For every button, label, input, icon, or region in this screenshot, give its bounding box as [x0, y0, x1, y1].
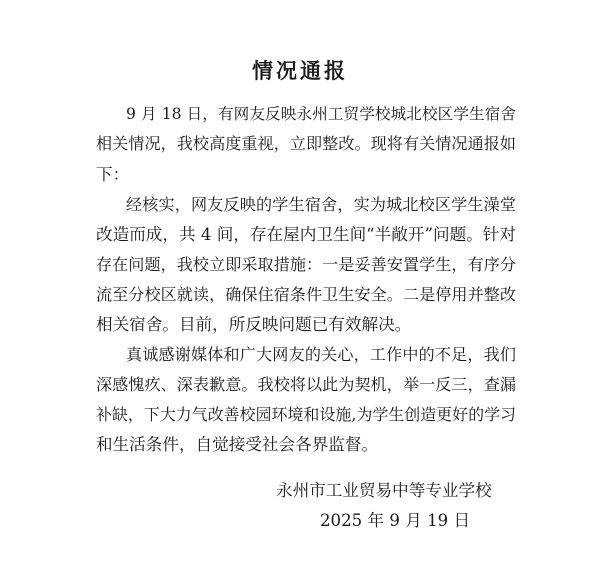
paragraph-1-line-1: 9 月 18 日，有网友反映永州工贸学校城北校区学生宿舍	[126, 105, 516, 123]
paragraph-3-line-3: 补缺，下大力气改善校园环境和设施,为学生创造更好的学习	[96, 405, 516, 424]
paragraph-3-line-2: 深感愧疚、深表歉意。我校将以此为契机，举一反三，查漏	[96, 375, 516, 394]
paragraph-2-line-4: 流至分校区就读，确保住宿条件卫生安全。二是停用并整改	[96, 285, 516, 304]
paragraph-3-line-1: 真诚感谢媒体和广大网友的关心，工作中的不足，我们	[126, 345, 516, 364]
paragraph-3-line-4: 和生活条件，自觉接受社会各界监督。	[96, 435, 379, 454]
paragraph-2-line-5: 相关宿舍。目前，所反映问题已有效解决。	[96, 315, 412, 334]
paragraph-2-line-1: 经核实，网友反映的学生宿舍，实为城北校区学生澡堂	[126, 195, 516, 214]
signature-organization: 永州市工业贸易中等专业学校	[276, 481, 492, 500]
paragraph-2-line-2: 改造而成，共 4 间，存在屋内卫生间“半敞开”问题。针对	[96, 225, 516, 244]
signature-date: 2025 年 9 月 19 日	[320, 511, 471, 530]
paragraph-2-line-3: 存在问题，我校立即采取措施：一是妥善安置学生，有序分	[96, 255, 516, 274]
document-title: 情况通报	[252, 58, 348, 83]
paragraph-1-line-2: 相关情况，我校高度重视，立即整改。现将有关情况通报如	[96, 134, 516, 153]
paragraph-1-line-3: 下：	[96, 165, 130, 184]
